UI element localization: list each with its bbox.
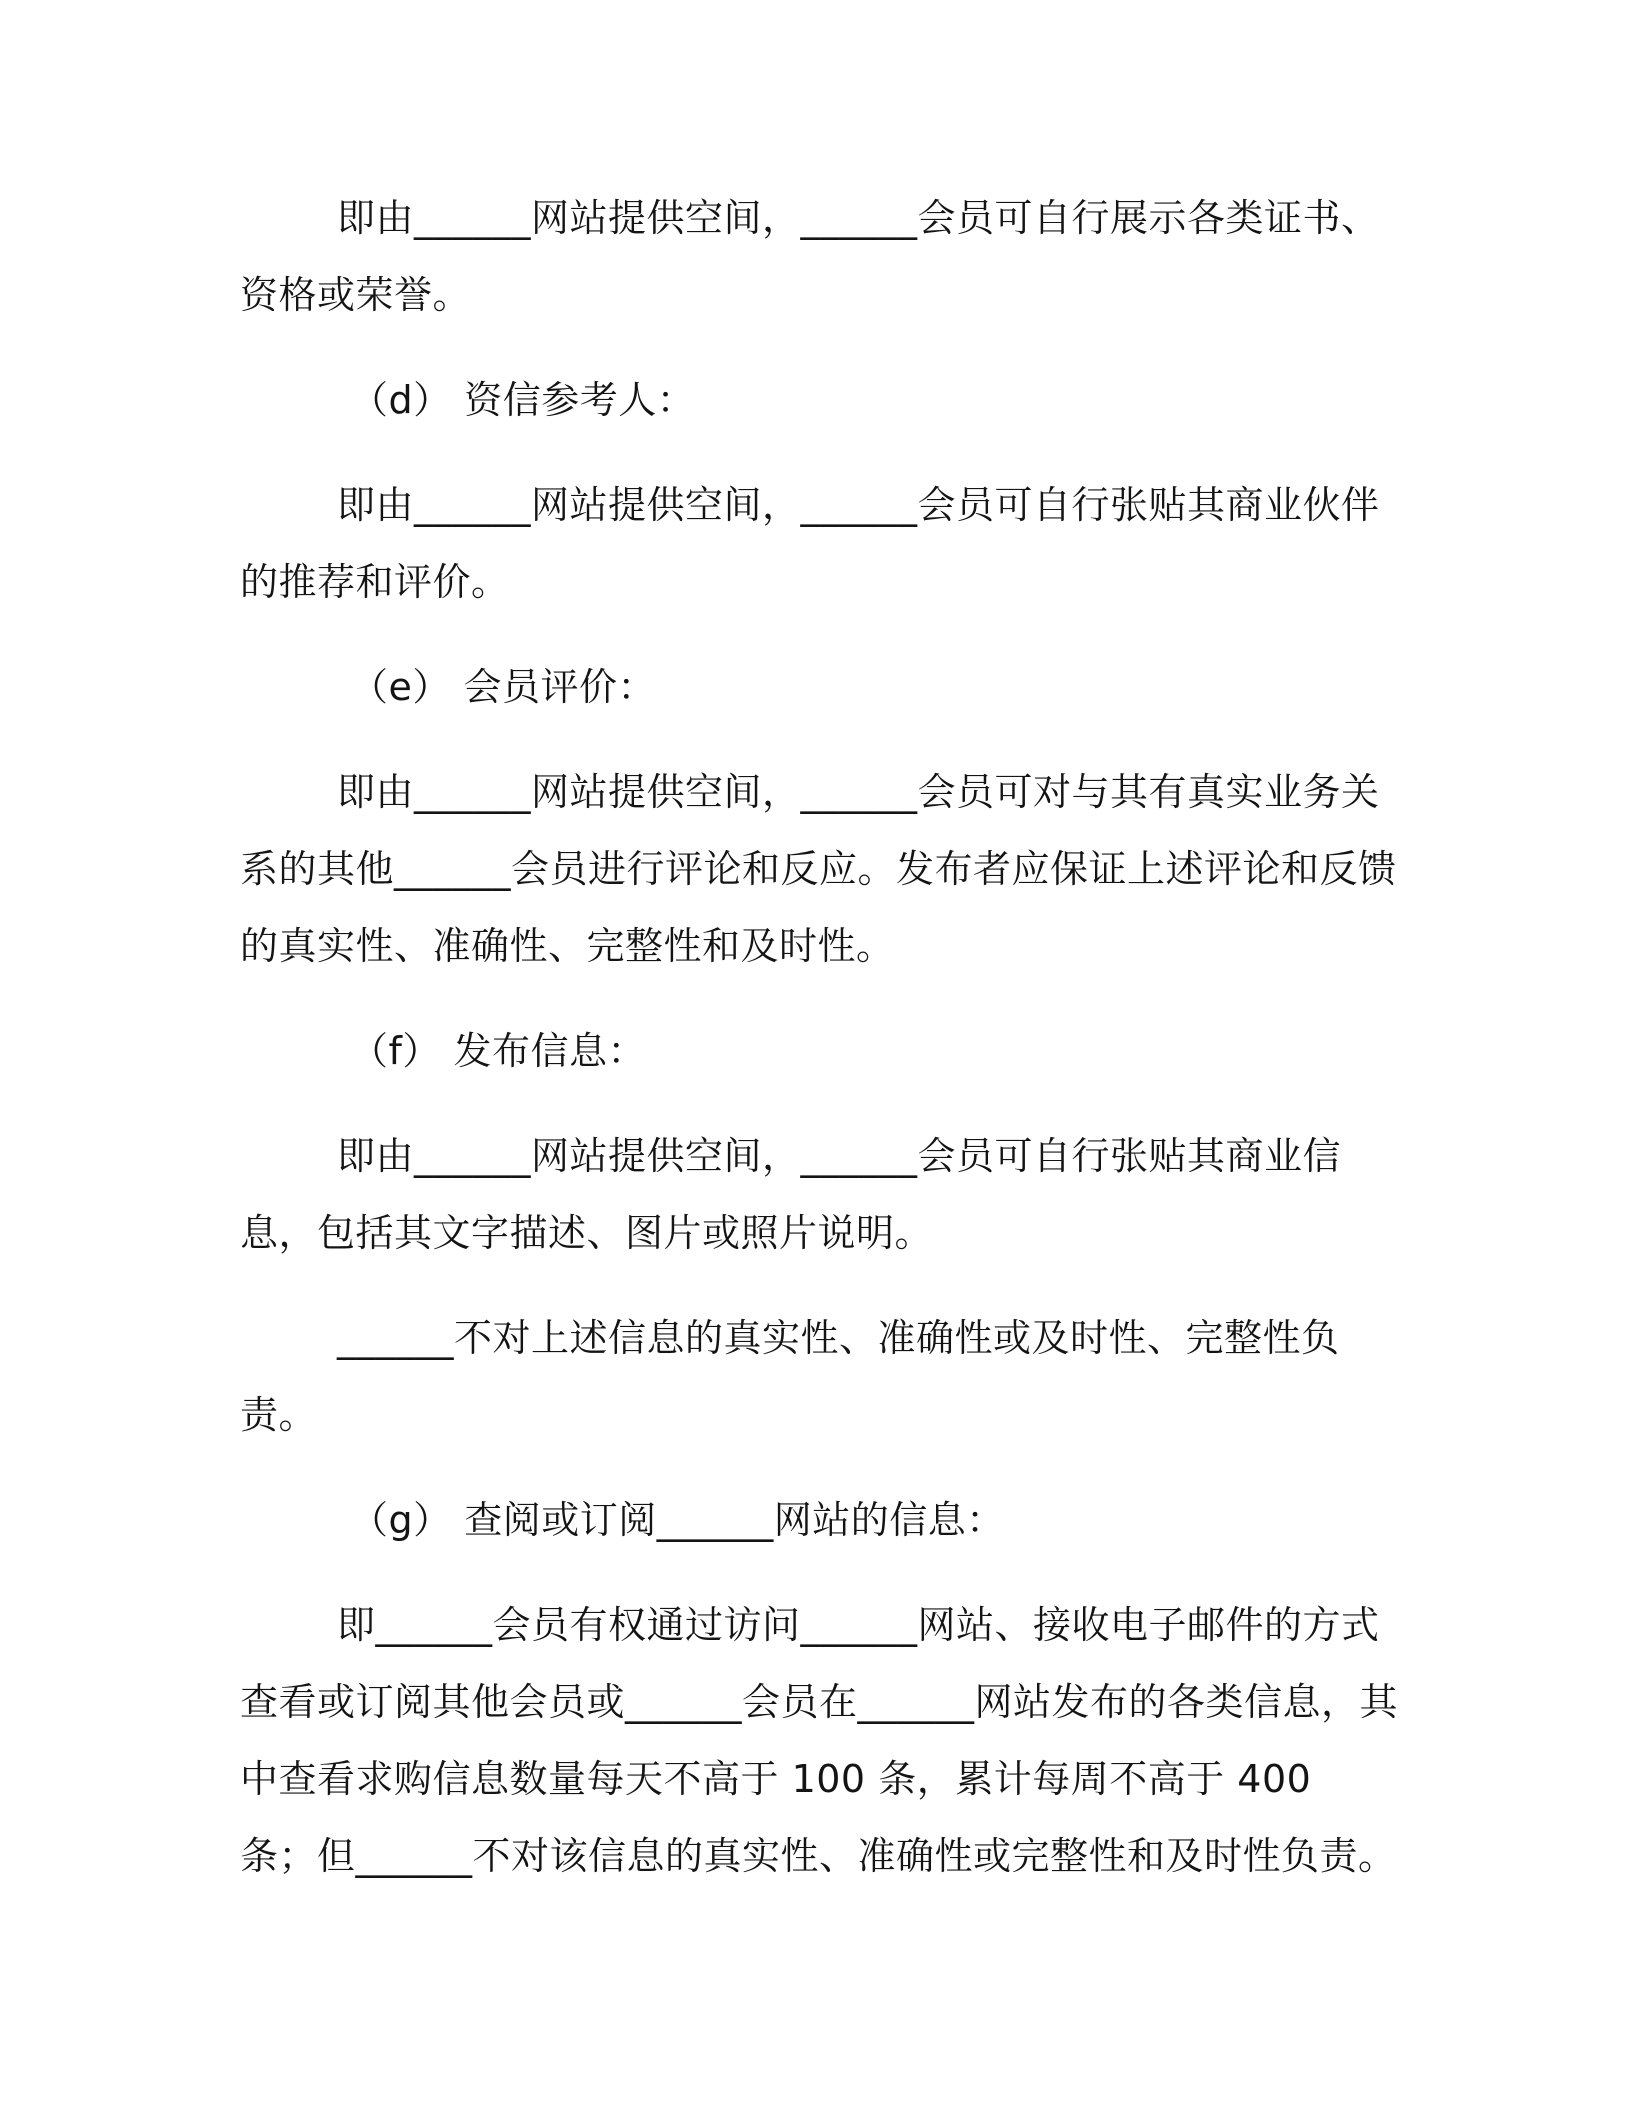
spacer xyxy=(240,726,1400,754)
spacer xyxy=(240,1454,1400,1482)
section-heading-g: （g） 查阅或订阅______网站的信息： xyxy=(350,1498,1005,1542)
document-page xyxy=(240,180,1400,1895)
paragraph-certificates: 即由______网站提供空间，______会员可自行展示各类证书、资格或荣誉。 xyxy=(240,196,1380,317)
spacer xyxy=(240,621,1400,649)
paragraph-references: 即由______网站提供空间，______会员可自行张贴其商业伙伴的推荐和评价。 xyxy=(240,483,1380,604)
spacer xyxy=(240,1272,1400,1300)
spacer xyxy=(240,1090,1400,1118)
paragraph-disclaimer: ______不对上述信息的真实性、准确性或及时性、完整性负责。 xyxy=(240,1316,1340,1437)
paragraph-view-subscribe: 即______会员有权通过访问______网站、接收电子邮件的方式查看或订阅其他会员或______会员在______网站发布的各类信息，其中查看求购信息数量每天不高于 100 条，累计每周不高于 400 条；但______不对该信息的真实性、准确性或完整性和及时性负责。 xyxy=(240,1603,1399,1878)
spacer xyxy=(240,439,1400,467)
paragraph-publish-info: 即由______网站提供空间，______会员可自行张贴其商业信息，包括其文字描述、图片或照片说明。 xyxy=(240,1134,1342,1255)
spacer xyxy=(240,985,1400,1013)
section-heading-d: （d） 资信参考人： xyxy=(350,378,696,422)
section-heading-e: （e） 会员评价： xyxy=(350,665,656,709)
paragraph-member-reviews: 即由______网站提供空间，______会员可对与其有真实业务关系的其他______会员进行评论和反应。发布者应保证上述评论和反馈的真实性、准确性、完整性和及时性。 xyxy=(240,770,1397,968)
section-heading-f: （f） 发布信息： xyxy=(350,1029,646,1073)
spacer xyxy=(240,1559,1400,1587)
spacer xyxy=(240,334,1400,362)
